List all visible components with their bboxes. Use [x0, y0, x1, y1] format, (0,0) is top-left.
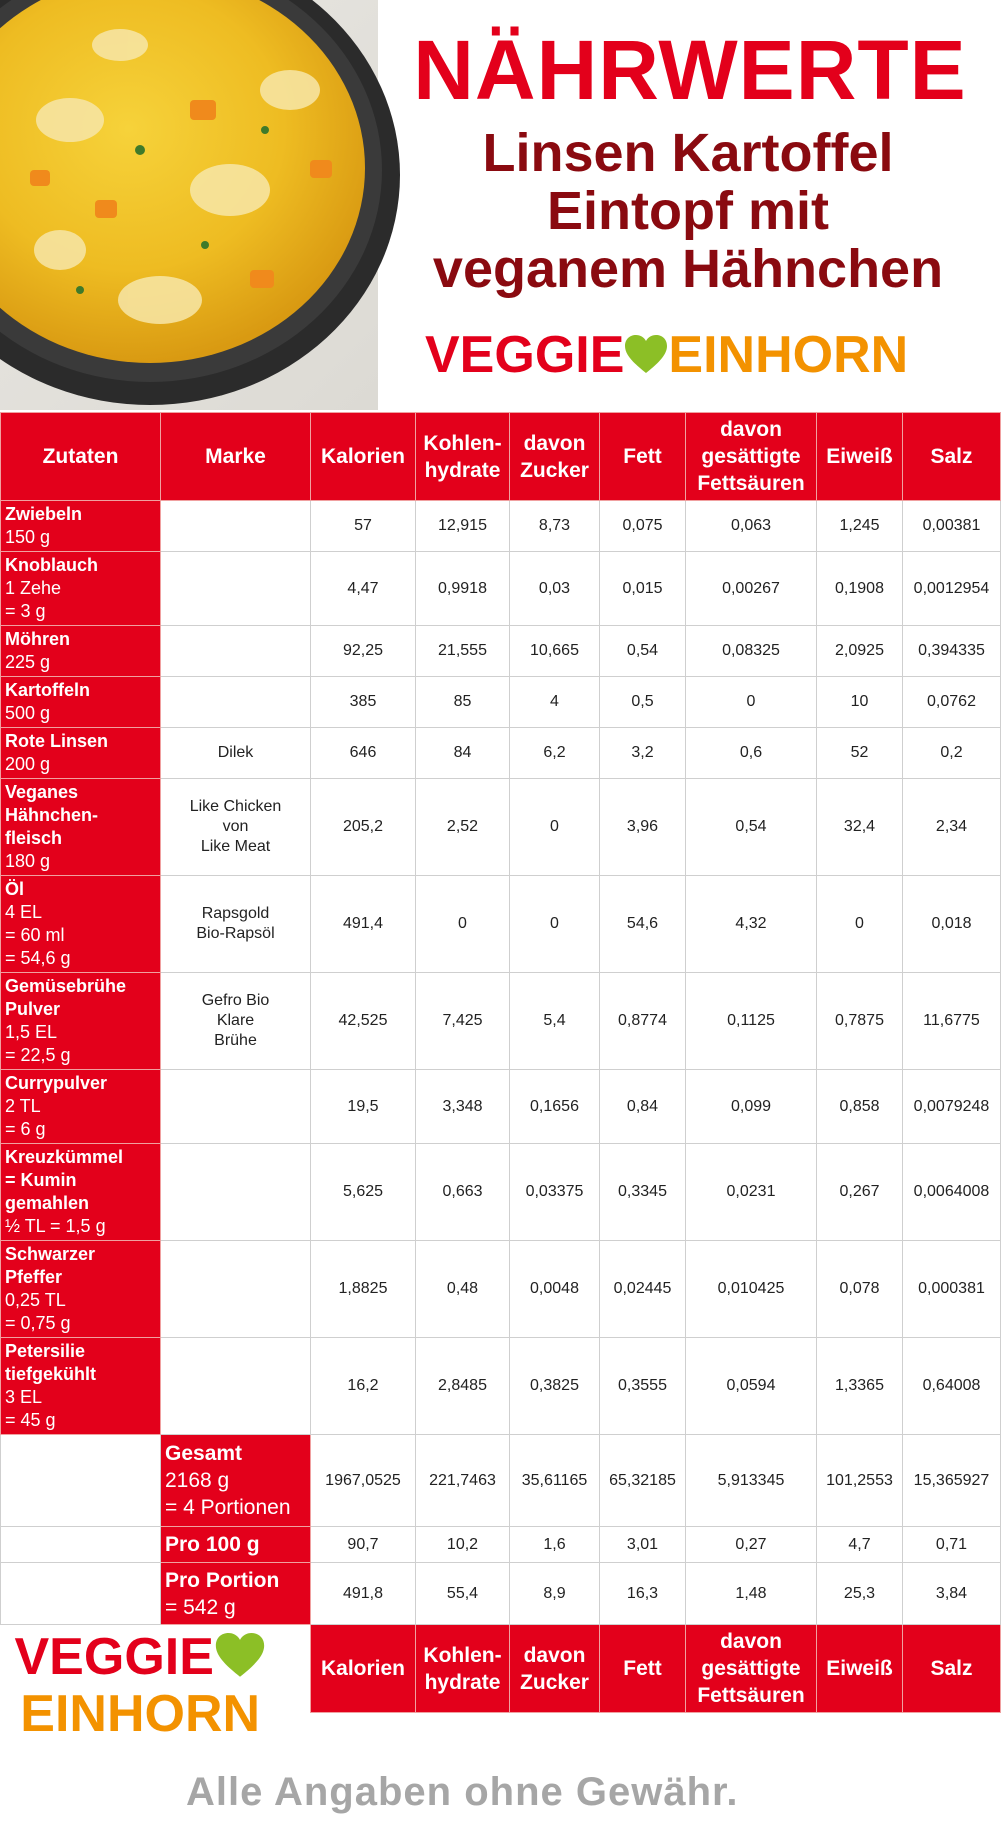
brand-cell: [161, 677, 311, 728]
heart-icon: [624, 328, 668, 388]
total-value-cell: 0,27: [686, 1527, 817, 1563]
ingredient-cell: [1, 1338, 161, 1435]
brand-cell: [161, 779, 311, 876]
brand-name: Gefro Bio Klare Brühe: [201, 992, 270, 1049]
value-cell: 4,32: [686, 876, 817, 973]
value-cell: 3,96: [600, 779, 686, 876]
column-header-label: Kalorien: [320, 445, 406, 468]
total-label-cell: [161, 1527, 311, 1563]
ingredient-row: [1, 1070, 1001, 1144]
ingredient-name: Möhren: [5, 629, 70, 649]
ingredient-name: Knoblauch: [5, 555, 98, 575]
value-cell: 0,0079248: [903, 1070, 1001, 1144]
brand-logo: [425, 325, 908, 385]
value-cell: 0,3555: [600, 1338, 686, 1435]
column-header-label: Salz: [930, 445, 973, 468]
value-cell: 0,08325: [686, 626, 817, 677]
ingredient-row: [1, 677, 1001, 728]
column-header-label: Marke: [205, 445, 266, 468]
footer-column-header-label: davon Zucker: [520, 1643, 589, 1694]
value-cell: 0,3825: [510, 1338, 600, 1435]
footer-column-header: [686, 1625, 817, 1713]
ingredient-cell: [1, 1144, 161, 1241]
value-cell: 385: [311, 677, 416, 728]
column-header: [161, 413, 311, 501]
value-cell: 2,8485: [416, 1338, 510, 1435]
value-cell: 0,54: [600, 626, 686, 677]
value-cell: 0,000381: [903, 1241, 1001, 1338]
blank-cell: [1, 1435, 161, 1527]
column-header: [1, 413, 161, 501]
value-cell: 0,00267: [686, 552, 817, 626]
value-cell: 2,52: [416, 779, 510, 876]
column-header: [311, 413, 416, 501]
value-cell: 0,1125: [686, 973, 817, 1070]
column-header-label: Fett: [623, 445, 662, 468]
value-cell: 0,6: [686, 728, 817, 779]
footer-column-header: [600, 1625, 686, 1713]
brand-name: Dilek: [217, 744, 254, 761]
value-cell: 0,858: [817, 1070, 903, 1144]
total-value-cell: 1,48: [686, 1563, 817, 1625]
footer-column-header: [416, 1625, 510, 1713]
total-row: [1, 1527, 1001, 1563]
value-cell: 205,2: [311, 779, 416, 876]
value-cell: 6,2: [510, 728, 600, 779]
ingredient-cell: [1, 1070, 161, 1144]
total-value-cell: 101,2553: [817, 1435, 903, 1527]
value-cell: 92,25: [311, 626, 416, 677]
ingredient-amount: 1 Zehe = 3 g: [5, 578, 62, 621]
value-cell: 3,348: [416, 1070, 510, 1144]
ingredient-cell: [1, 779, 161, 876]
value-cell: 0: [510, 876, 600, 973]
value-cell: 0,84: [600, 1070, 686, 1144]
ingredient-name: Rote Linsen: [5, 731, 109, 751]
value-cell: 0,075: [600, 501, 686, 552]
value-cell: 0,099: [686, 1070, 817, 1144]
ingredient-name: Zwiebeln: [5, 504, 83, 524]
footer-column-header-label: Salz: [930, 1657, 973, 1680]
column-header: [416, 413, 510, 501]
recipe-title-line: veganem Hähnchen: [432, 239, 944, 299]
value-cell: 491,4: [311, 876, 416, 973]
value-cell: 0,010425: [686, 1241, 817, 1338]
brand-cell: [161, 728, 311, 779]
value-cell: 0,7875: [817, 973, 903, 1070]
ingredient-row: [1, 728, 1001, 779]
ingredient-amount: 2 TL = 6 g: [5, 1096, 46, 1139]
total-value-cell: 0,71: [903, 1527, 1001, 1563]
footer-column-header-label: Fett: [623, 1657, 662, 1680]
value-cell: 84: [416, 728, 510, 779]
brand-name: Like Chicken von Like Meat: [189, 798, 282, 855]
total-detail: 2168 g = 4 Portionen: [165, 1469, 291, 1519]
value-cell: 57: [311, 501, 416, 552]
brand-name: Rapsgold Bio-Rapsöl: [196, 905, 275, 942]
column-header: [903, 413, 1001, 501]
footer-column-header: [311, 1625, 416, 1713]
ingredient-name: Petersilie tiefgekühlt: [5, 1341, 97, 1384]
total-value-cell: 10,2: [416, 1527, 510, 1563]
brand-cell: [161, 626, 311, 677]
value-cell: 0,0048: [510, 1241, 600, 1338]
value-cell: 0,0012954: [903, 552, 1001, 626]
total-value-cell: 35,61165: [510, 1435, 600, 1527]
ingredient-cell: [1, 973, 161, 1070]
value-cell: 0: [510, 779, 600, 876]
value-cell: 2,0925: [817, 626, 903, 677]
ingredient-row: [1, 1241, 1001, 1338]
column-header-label: Zutaten: [42, 445, 119, 468]
ingredient-cell: [1, 626, 161, 677]
ingredient-cell: [1, 501, 161, 552]
total-row: [1, 1435, 1001, 1527]
ingredient-row: [1, 501, 1001, 552]
value-cell: 7,425: [416, 973, 510, 1070]
ingredient-row: [1, 1144, 1001, 1241]
value-cell: 5,625: [311, 1144, 416, 1241]
ingredient-amount: 1,5 EL = 22,5 g: [5, 1022, 71, 1065]
value-cell: 0,0594: [686, 1338, 817, 1435]
value-cell: 0,00381: [903, 501, 1001, 552]
ingredient-name: Currypulver: [5, 1073, 108, 1093]
total-value-cell: 90,7: [311, 1527, 416, 1563]
column-header-label: Kohlen- hydrate: [423, 431, 502, 482]
footer-logo-cell: [1, 1625, 311, 1743]
value-cell: 32,4: [817, 779, 903, 876]
value-cell: 54,6: [600, 876, 686, 973]
value-cell: 10: [817, 677, 903, 728]
value-cell: 4,47: [311, 552, 416, 626]
ingredient-amount: 500 g: [5, 703, 51, 723]
ingredient-row: [1, 973, 1001, 1070]
total-value-cell: 16,3: [600, 1563, 686, 1625]
value-cell: 0,0064008: [903, 1144, 1001, 1241]
value-cell: 0,03375: [510, 1144, 600, 1241]
ingredient-cell: [1, 876, 161, 973]
value-cell: 4: [510, 677, 600, 728]
column-header-label: davon gesättigte Fettsäuren: [697, 418, 805, 495]
brand-cell: [161, 1070, 311, 1144]
total-label-cell: [161, 1563, 311, 1625]
heart-icon: [214, 1633, 266, 1688]
ingredient-name: Schwarzer Pfeffer: [5, 1244, 96, 1287]
value-cell: 0,9918: [416, 552, 510, 626]
brand-veggie-text: VEGGIE: [425, 326, 625, 384]
total-value-cell: 5,913345: [686, 1435, 817, 1527]
ingredient-cell: [1, 552, 161, 626]
ingredient-amount: 0,25 TL = 0,75 g: [5, 1290, 71, 1333]
stew-photo: [0, 0, 378, 410]
column-header-label: Eiweiß: [826, 445, 893, 468]
value-cell: 0,54: [686, 779, 817, 876]
brand-cell: [161, 1144, 311, 1241]
value-cell: 1,8825: [311, 1241, 416, 1338]
value-cell: 0,015: [600, 552, 686, 626]
footer-column-header: [510, 1625, 600, 1713]
recipe-title-line: Eintopf mit: [547, 181, 829, 241]
value-cell: 0,1656: [510, 1070, 600, 1144]
ingredient-amount: 200 g: [5, 754, 51, 774]
value-cell: 5,4: [510, 973, 600, 1070]
brand-cell: [161, 1338, 311, 1435]
total-value-cell: 55,4: [416, 1563, 510, 1625]
nutrition-table-container: [0, 412, 1000, 1743]
footer-column-header-label: Kohlen- hydrate: [423, 1643, 502, 1694]
column-header: [817, 413, 903, 501]
column-header-label: davon Zucker: [520, 431, 589, 482]
stew-bowl-image: [0, 0, 378, 410]
ingredient-row: [1, 552, 1001, 626]
value-cell: 1,245: [817, 501, 903, 552]
ingredient-name: Kreuzkümmel = Kumin gemahlen: [5, 1147, 124, 1213]
value-cell: 0,2: [903, 728, 1001, 779]
value-cell: 0,267: [817, 1144, 903, 1241]
value-cell: 10,665: [510, 626, 600, 677]
brand-einhorn-text: EINHORN: [668, 326, 909, 384]
value-cell: 11,6775: [903, 973, 1001, 1070]
value-cell: 2,34: [903, 779, 1001, 876]
total-label-cell: [161, 1435, 311, 1527]
footer-brand-einhorn-text: EINHORN: [20, 1684, 261, 1743]
column-header: [510, 413, 600, 501]
blank-cell: [1, 1563, 161, 1625]
ingredient-cell: [1, 728, 161, 779]
ingredient-cell: [1, 1241, 161, 1338]
value-cell: 0,0762: [903, 677, 1001, 728]
footer-column-header: [817, 1625, 903, 1713]
total-value-cell: 491,8: [311, 1563, 416, 1625]
value-cell: 0,394335: [903, 626, 1001, 677]
ingredient-cell: [1, 677, 161, 728]
brand-cell: [161, 552, 311, 626]
footer-column-header: [903, 1625, 1001, 1713]
total-value-cell: 1967,0525: [311, 1435, 416, 1527]
value-cell: 0,02445: [600, 1241, 686, 1338]
footer-column-header-label: Eiweiß: [826, 1657, 893, 1680]
ingredient-amount: 150 g: [5, 527, 51, 547]
footer-column-header-label: Kalorien: [320, 1657, 406, 1680]
value-cell: 0,48: [416, 1241, 510, 1338]
total-value-cell: 3,84: [903, 1563, 1001, 1625]
ingredient-amount: 180 g: [5, 851, 51, 871]
value-cell: 42,525: [311, 973, 416, 1070]
ingredient-row: [1, 779, 1001, 876]
value-cell: 0: [686, 677, 817, 728]
ingredient-name: Veganes Hähnchen- fleisch: [5, 782, 99, 848]
total-value-cell: 65,32185: [600, 1435, 686, 1527]
footer-column-header-label: davon gesättigte Fettsäuren: [697, 1630, 805, 1707]
ingredient-row: [1, 626, 1001, 677]
value-cell: 8,73: [510, 501, 600, 552]
footer-brand-veggie-text: VEGGIE: [14, 1628, 214, 1686]
total-value-cell: 8,9: [510, 1563, 600, 1625]
total-value-cell: 221,7463: [416, 1435, 510, 1527]
ingredient-amount: 4 EL = 60 ml = 54,6 g: [5, 902, 71, 968]
brand-cell: [161, 1241, 311, 1338]
brand-cell: [161, 973, 311, 1070]
header: [0, 0, 1000, 412]
recipe-title-line: Linsen Kartoffel: [482, 123, 894, 183]
value-cell: 0: [416, 876, 510, 973]
value-cell: 12,915: [416, 501, 510, 552]
total-value-cell: 25,3: [817, 1563, 903, 1625]
value-cell: 646: [311, 728, 416, 779]
footer-brand-logo: [14, 1628, 266, 1743]
value-cell: 0,663: [416, 1144, 510, 1241]
value-cell: 0,063: [686, 501, 817, 552]
ingredient-amount: ½ TL = 1,5 g: [5, 1216, 106, 1236]
ingredient-amount: 225 g: [5, 652, 51, 672]
value-cell: 0,64008: [903, 1338, 1001, 1435]
value-cell: 1,3365: [817, 1338, 903, 1435]
total-value-cell: 4,7: [817, 1527, 903, 1563]
disclaimer-text: Alle Angaben ohne Gewähr.: [186, 1770, 739, 1814]
total-label: Pro Portion: [165, 1568, 280, 1592]
total-label: Gesamt: [165, 1442, 243, 1465]
total-value-cell: 15,365927: [903, 1435, 1001, 1527]
value-cell: 52: [817, 728, 903, 779]
value-cell: 3,2: [600, 728, 686, 779]
column-header: [600, 413, 686, 501]
total-value-cell: 3,01: [600, 1527, 686, 1563]
value-cell: 19,5: [311, 1070, 416, 1144]
total-row: [1, 1563, 1001, 1625]
total-value-cell: 1,6: [510, 1527, 600, 1563]
value-cell: 85: [416, 677, 510, 728]
ingredient-amount: 3 EL = 45 g: [5, 1387, 56, 1430]
value-cell: 16,2: [311, 1338, 416, 1435]
blank-cell: [1, 1527, 161, 1563]
table-footer-row: [1, 1625, 1001, 1713]
value-cell: 0,3345: [600, 1144, 686, 1241]
value-cell: 0: [817, 876, 903, 973]
value-cell: 0,078: [817, 1241, 903, 1338]
recipe-title: [378, 124, 998, 298]
value-cell: 0,1908: [817, 552, 903, 626]
brand-cell: [161, 876, 311, 973]
total-detail: = 542 g: [165, 1595, 236, 1619]
value-cell: 0,8774: [600, 973, 686, 1070]
ingredient-name: Gemüsebrühe Pulver: [5, 976, 127, 1019]
value-cell: 0,03: [510, 552, 600, 626]
page-title: NÄHRWERTE: [413, 23, 967, 117]
ingredient-row: [1, 1338, 1001, 1435]
ingredient-row: [1, 876, 1001, 973]
brand-cell: [161, 501, 311, 552]
value-cell: 0,0231: [686, 1144, 817, 1241]
total-label: Pro 100 g: [165, 1533, 260, 1556]
value-cell: 0,018: [903, 876, 1001, 973]
nutrition-table: [0, 412, 1001, 1743]
column-header: [686, 413, 817, 501]
ingredient-name: Öl: [5, 879, 25, 899]
table-header-row: [1, 413, 1001, 501]
value-cell: 21,555: [416, 626, 510, 677]
value-cell: 0,5: [600, 677, 686, 728]
ingredient-name: Kartoffeln: [5, 680, 90, 700]
